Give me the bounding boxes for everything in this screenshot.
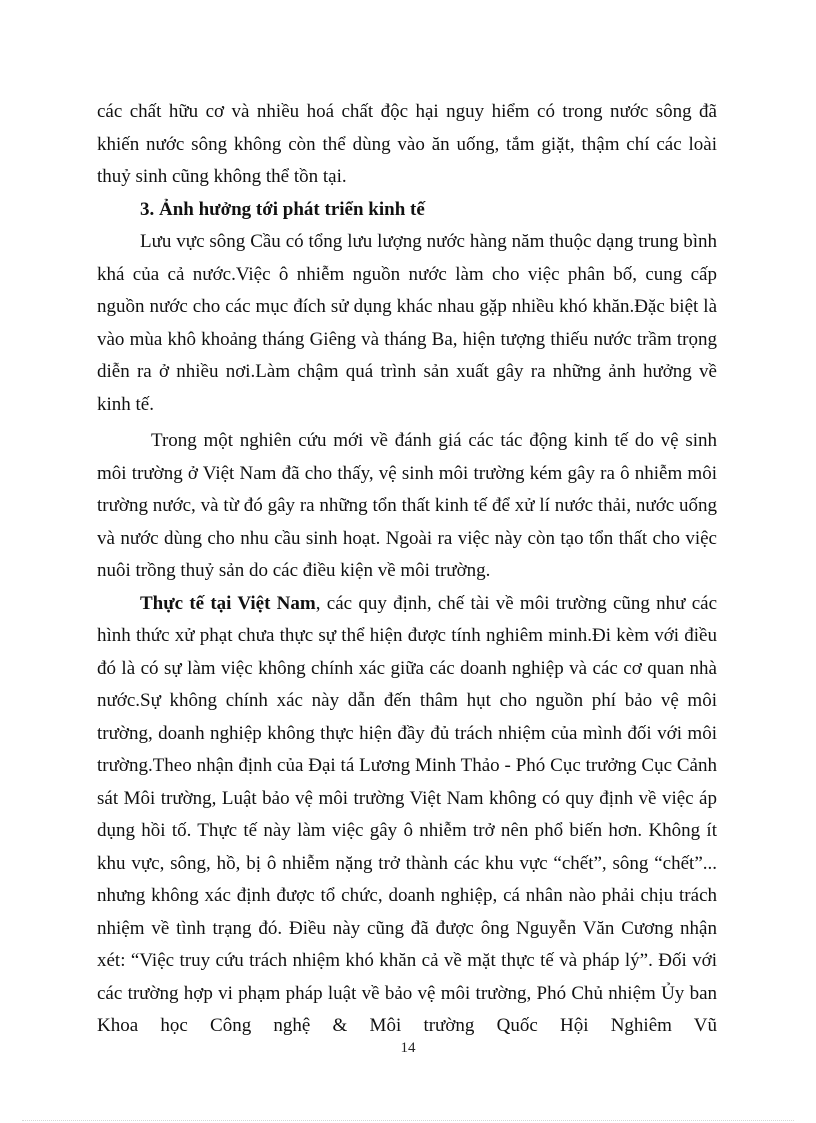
page-bottom-divider bbox=[22, 1120, 794, 1121]
paragraph-economy: Lưu vực sông Cầu có tổng lưu lượng nước hàng năm thuộc dạng trung bình khá của cả nước.Việc ô nhiễm nguồn nước làm cho việc phân bố, cung cấp nguồn nước cho các mục đích sử dụng khác nhau gặp nhiều khó khăn.Đặc biệt là vào mùa khô khoảng tháng Giêng và tháng Ba, hiện tượng thiếu nước trầm trọng diễn ra ở nhiều nơi.Làm chậm quá trình sản xuất gây ra những ảnh hưởng về kinh tế. bbox=[97, 231, 717, 415]
paragraph-body-text: , các quy định, chế tài về môi trường cũng như các hình thức xử phạt chưa thực sự thể hiện được tính nghiêm minh.Đi kèm với điều đó là có sự làm việc không chính xác giữa các doanh nghiệp và các cơ quan nhà nước.Sự không chính xác này dẫn đến thâm hụt cho nguồn phí bảo vệ môi trường, doanh nghiệp không thực hiện đầy đủ trách nhiệm của mình đối với môi trường.Theo nhận định của Đại tá Lương Minh Thảo - Phó Cục trưởng Cục Cảnh sát Môi trường, Luật bảo vệ môi trường Việt Nam không có quy định về việc áp dụng hồi tố. Thực tế này làm việc gây ô nhiễm trở nên phổ biến hơn. Không ít khu vực, sông, hồ, bị ô nhiễm nặng trở thành các khu vực “chết”, sông “chết”... nhưng không xác định được tổ chức, doanh nghiệp, cá nhân nào phải chịu trách nhiệm về tình trạng đó. Điều này cũng đã được ông Nguyễn Văn Cương nhận xét: “Việc truy cứu trách nhiệm khó khăn cả về mặt thực tế và pháp lý”. Đối với các trường hợp vi phạm pháp luật về bảo vệ môi trường, Phó Chủ nhiệm Ủy ban Khoa học Công nghệ & Môi trường Quốc Hội Nghiêm Vũ bbox=[97, 592, 717, 1036]
paragraph-study: Trong một nghiên cứu mới về đánh giá các tác động kinh tế do vệ sinh môi trường ở Việt Nam đã cho thấy, vệ sinh môi trường kém gây ra ô nhiễm môi trường nước, và từ đó gây ra những tổn thất kinh tế để xử lí nước thải, nước uống và nước dùng cho nhu cầu sinh hoạt. Ngoài ra việc này còn tạo tổn thất cho việc nuôi trồng thuỷ sản do các điều kiện về môi trường. bbox=[97, 430, 717, 581]
page-number: 14 bbox=[400, 1040, 416, 1056]
document-body bbox=[97, 96, 717, 1043]
section-heading: 3. Ảnh hưởng tới phát triển kinh tế bbox=[140, 198, 425, 220]
paragraph-continuation: các chất hữu cơ và nhiều hoá chất độc hại nguy hiểm có trong nước sông đã khiến nước sông không còn thể dùng vào ăn uống, tắm giặt, thậm chí các loài thuỷ sinh cũng không thể tồn tại. bbox=[97, 101, 717, 187]
paragraph-vietnam-reality bbox=[97, 588, 717, 1043]
paragraph-lead-bold: Thực tế tại Việt Nam bbox=[140, 592, 316, 614]
